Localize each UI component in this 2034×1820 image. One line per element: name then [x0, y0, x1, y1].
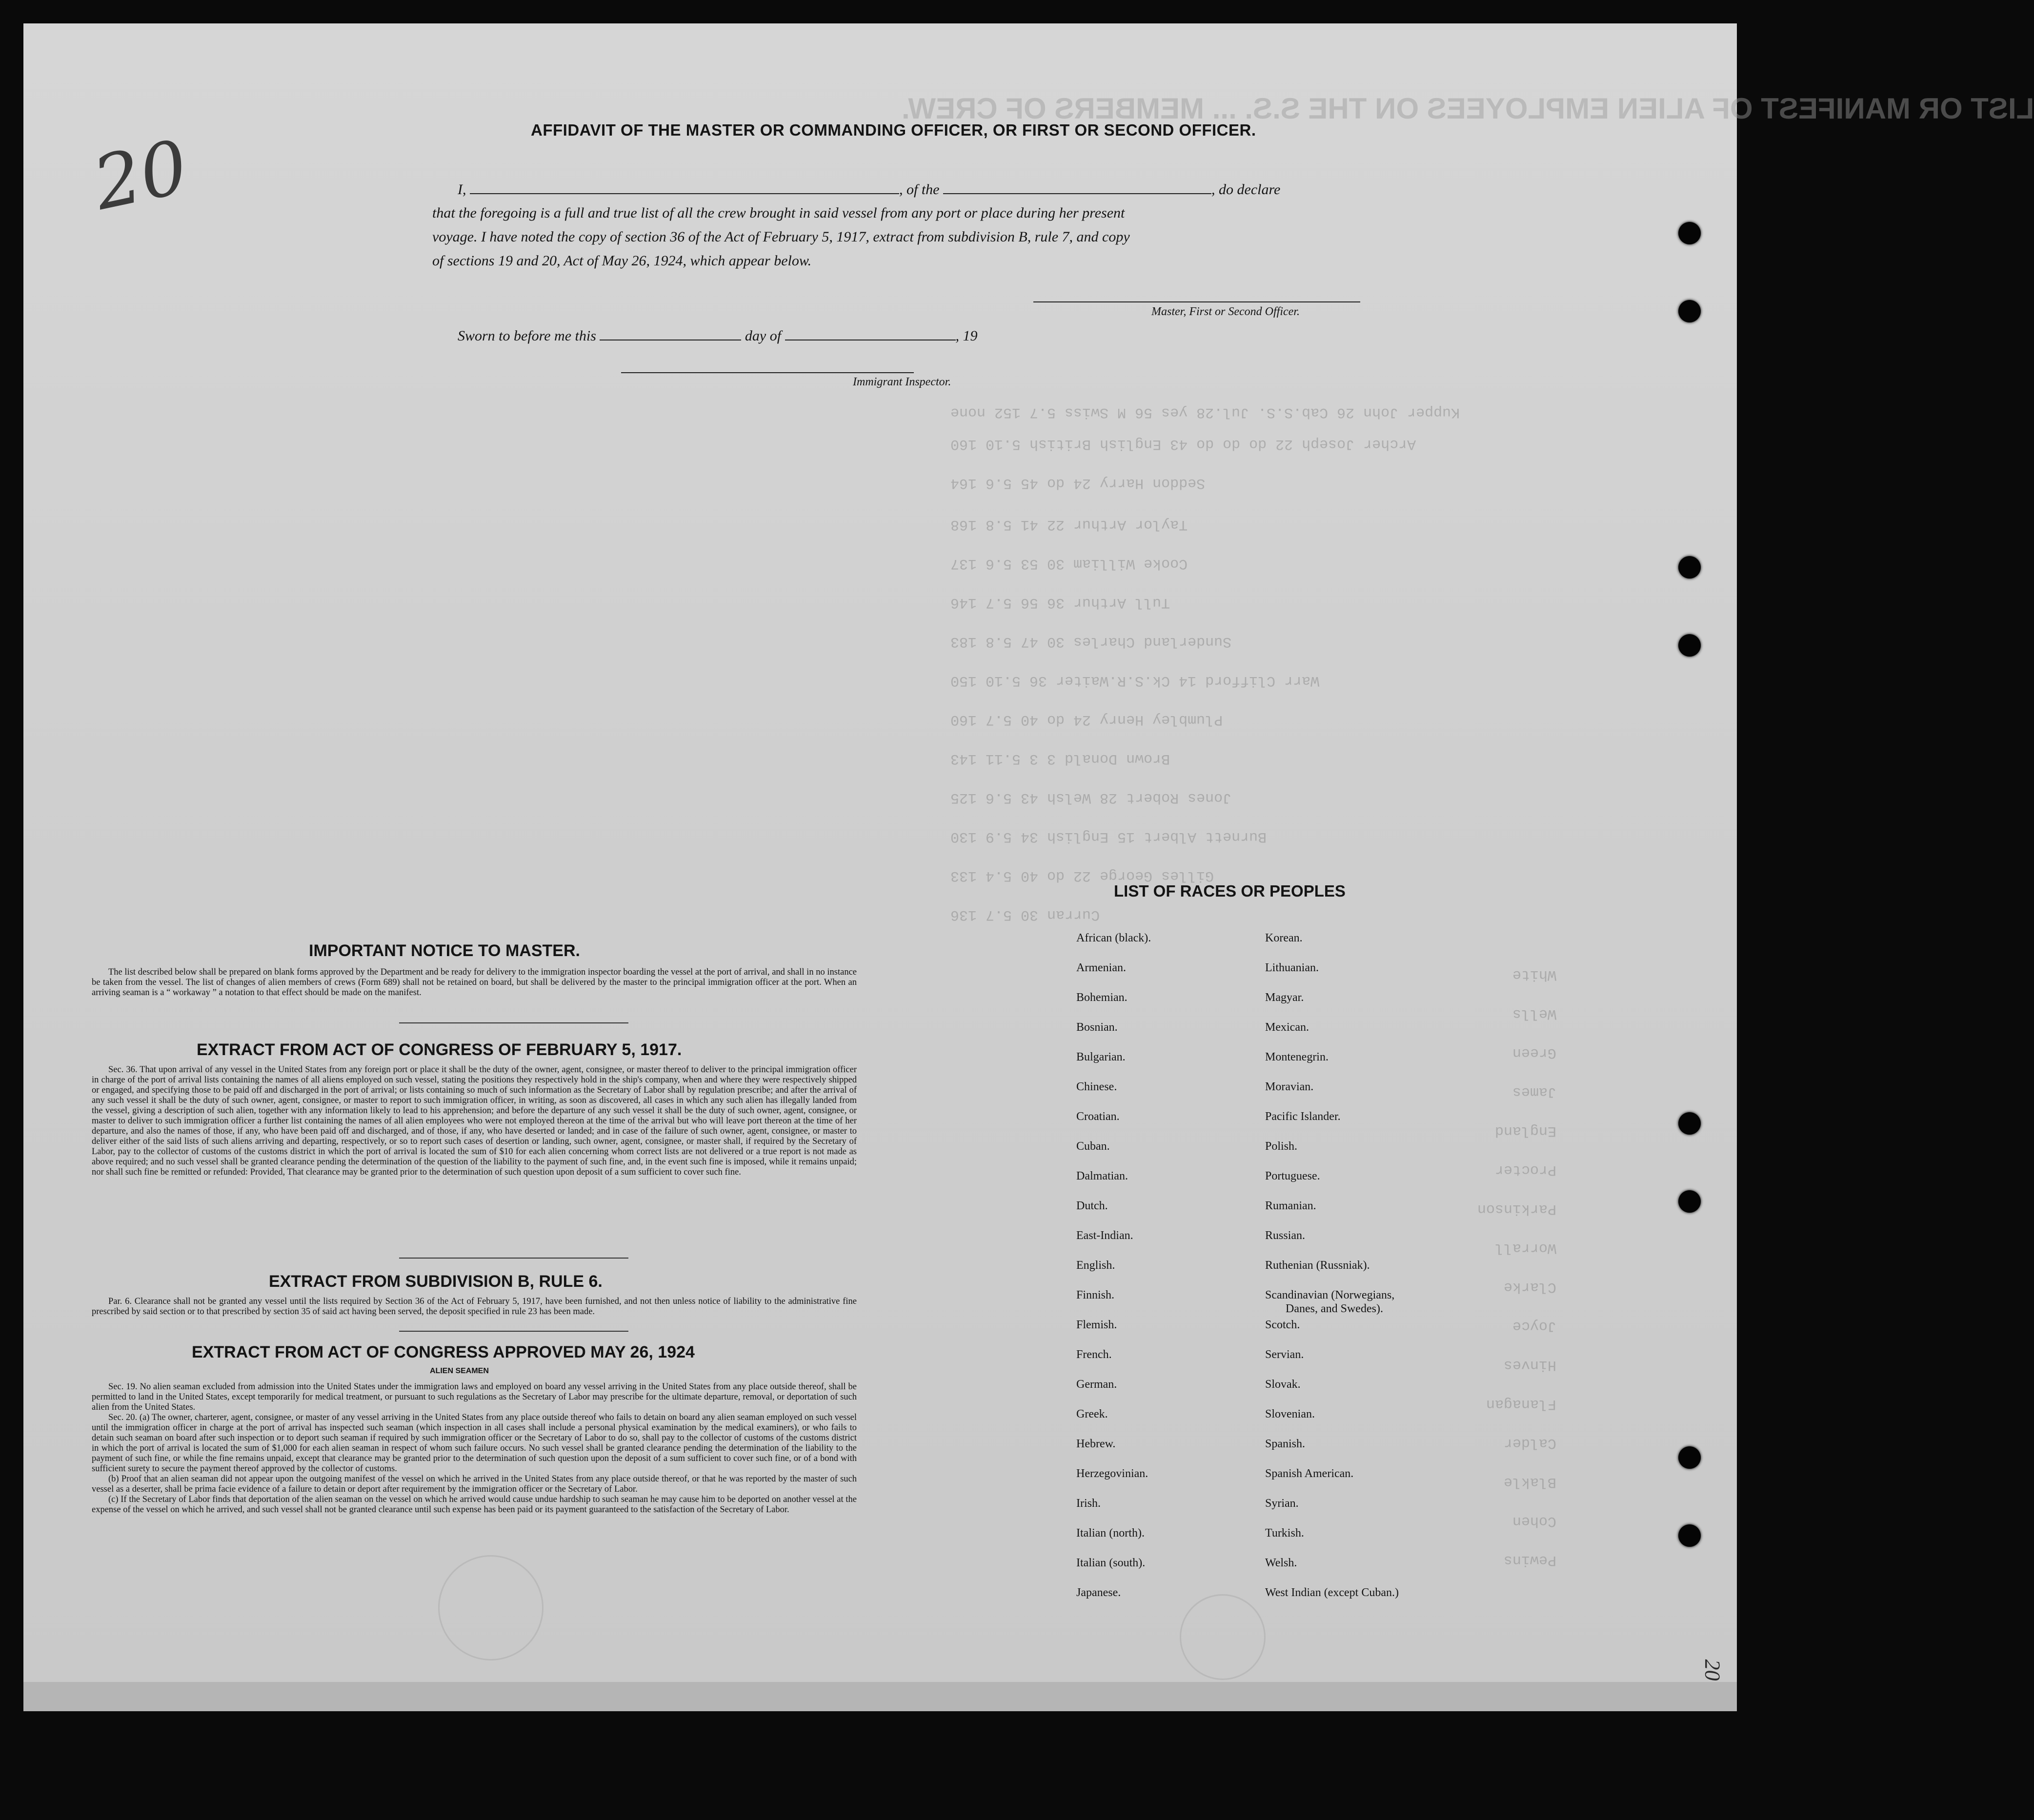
bleed-through-row: Cooke William 30 53 5.6 137: [950, 555, 1188, 572]
binder-hole: [1678, 1446, 1701, 1469]
master-signature-line[interactable]: [1033, 301, 1360, 302]
race-item: Bosnian.: [1076, 1021, 1118, 1034]
sworn-day-field[interactable]: [600, 327, 741, 340]
divider-rule: [399, 1258, 628, 1259]
inspector-signature-label: Immigrant Inspector.: [853, 376, 951, 388]
race-item: Pacific Islander.: [1265, 1110, 1341, 1123]
race-item: Japanese.: [1076, 1586, 1121, 1599]
bleed-through-row: Curran 30 5.7 136: [950, 906, 1100, 923]
race-item: Scotch.: [1265, 1319, 1300, 1331]
bleed-through-names: Pewins Cohen Blakle Calder Flanagan Hinves Joyce Clarke Worrall Parkinson Procter England James Green Wells White: [1477, 966, 1557, 1568]
race-item: Welsh.: [1265, 1557, 1297, 1569]
sworn-line: [458, 327, 978, 344]
bleed-through-header: LIST OR MANIFEST OF ALIEN EMPLOYEES ON THE S.S. ... MEMBERS OF CREW.: [902, 92, 2034, 125]
sworn-year-label: , 19: [955, 328, 978, 344]
bleed-through-row: Warr Clifford 14 Ck.S.R.Waiter 36 5.10 150: [950, 672, 1320, 689]
divider-rule: [399, 1022, 628, 1023]
race-item: East-Indian.: [1076, 1229, 1133, 1242]
race-item: Bohemian.: [1076, 991, 1128, 1004]
bleed-through-row: Taylor Arthur 22 41 5.8 168: [950, 516, 1188, 533]
races-title: LIST OF RACES OR PEOPLES: [1114, 882, 1346, 900]
inspector-signature-line[interactable]: [621, 372, 914, 373]
bleed-through-row: Jones Robert 28 Welsh 43 5.6 125: [950, 789, 1232, 806]
race-item: Ruthenian (Russniak).: [1265, 1259, 1370, 1272]
port-stamp: [438, 1555, 544, 1660]
race-item: Turkish.: [1265, 1527, 1304, 1540]
binder-hole: [1678, 300, 1701, 322]
race-item: Herzegovinian.: [1076, 1467, 1148, 1480]
race-item: Moravian.: [1265, 1080, 1314, 1093]
race-item: Russian.: [1265, 1229, 1306, 1242]
race-item: Servian.: [1265, 1348, 1304, 1361]
race-item: French.: [1076, 1348, 1112, 1361]
section-20a-paragraph: Sec. 20. (a) The owner, charterer, agent, consignee, or master of any vessel arriving in the United States from any place outside thereof who fails to detain on board any alien seaman employed on such vessel until the immigration officer in charge at the port of arrival has inspected such seaman (which inspection in all cases shall include a personal physical examination by the medical examiners), or who fails to detain such seaman on board after such inspection or to deport such seaman if required by such immigration officer or the Secretary of Labor to do so, shall pay to the collector of customs of the customs district in which the port of arrival is located the sum of $1,000 for each alien seaman in respect of whom such failure occurs. No such vessel shall be granted clearance pending the determination of the liability to the payment of such fine, or while the fine remains unpaid, except that clearance may be granted prior to the determination of such question upon the deposit of a sum sufficient to cover such fine, or of a bond with sufficient surety to secure the payment thereof approved by the collector of customs.: [92, 1413, 857, 1474]
race-item: Armenian.: [1076, 961, 1126, 974]
bleed-through-row: Gilles George 22 do 40 5.4 133: [950, 867, 1214, 884]
race-item: Dutch.: [1076, 1200, 1108, 1212]
affidavit-text-line-4: of sections 19 and 20, Act of May 26, 1924, which appear below.: [432, 253, 812, 269]
affidavit-i-label: I,: [458, 181, 466, 198]
affidavit-declare-label: , do declare: [1211, 181, 1281, 198]
sworn-month-field[interactable]: [785, 327, 956, 340]
binder-hole: [1678, 1190, 1701, 1213]
bleed-through-row: Kupper John 26 Cab.S.S. Jul.28 yes 56 M Swiss 5.7 152 none: [950, 404, 1460, 420]
bleed-through-row: Seddon Harry 24 do 45 5.6 164: [950, 475, 1206, 491]
race-item: Rumanian.: [1265, 1200, 1316, 1212]
subdivision-b-title: EXTRACT FROM SUBDIVISION B, RULE 6.: [269, 1272, 603, 1291]
race-item: African (black).: [1076, 932, 1151, 944]
race-item: Finnish.: [1076, 1289, 1115, 1301]
race-item: Slovak.: [1265, 1378, 1301, 1391]
extract-1924-title: EXTRACT FROM ACT OF CONGRESS APPROVED MAY 26, 1924: [192, 1343, 695, 1361]
extract-1924-subtitle: ALIEN SEAMEN: [430, 1367, 489, 1375]
affidavit-declaration-line: [458, 180, 1280, 198]
binder-hole: [1678, 1524, 1701, 1547]
race-item: Flemish.: [1076, 1319, 1117, 1331]
race-item: West Indian (except Cuban.): [1265, 1586, 1399, 1599]
section-19-paragraph: Sec. 19. No alien seaman excluded from admission into the United States under the immigration laws and employed on board any vessel arriving in the United States from any place outside thereof, shall be permitted to land in the United States, except temporarily for medical treatment, or pursuant to such regulations as the Secretary of Labor may prescribe for the ultimate departure, removal, or deportation of such alien from the United States.: [92, 1382, 857, 1412]
affidavit-text-line-2: that the foregoing is a full and true list of all the crew brought in said vessel from any port or place during her present: [432, 205, 1125, 221]
handwritten-page-number: 20: [86, 124, 195, 227]
bleed-through-row: Tull Arthur 36 56 5.7 146: [950, 594, 1170, 611]
extract-1917-body: [92, 1065, 857, 1178]
binder-hole: [1678, 556, 1701, 579]
race-item: Polish.: [1265, 1140, 1298, 1153]
sworn-day-of-label: day of: [745, 328, 782, 344]
affidavit-of-the-label: , of the: [899, 181, 940, 198]
race-item: Spanish American.: [1265, 1467, 1354, 1480]
race-item: Dalmatian.: [1076, 1170, 1128, 1182]
section-20c-paragraph: (c) If the Secretary of Labor finds that deportation of the alien seaman on the vessel on which he arrived would cause undue hardship to such seaman he may cause him to be deported on another vessel at the expense of the vessel on which he arrived, and such vessel shall not be granted clearance until such expense has been paid or its payment guaranteed to the satisfaction of the Secretary of Labor.: [92, 1495, 857, 1515]
race-item: Magyar.: [1265, 991, 1304, 1004]
race-item: Irish.: [1076, 1497, 1101, 1510]
race-item: Italian (south).: [1076, 1557, 1146, 1569]
race-item: Spanish.: [1265, 1438, 1306, 1450]
race-item: Bulgarian.: [1076, 1051, 1126, 1063]
affidavit-title: AFFIDAVIT OF THE MASTER OR COMMANDING OFFICER, OR FIRST OR SECOND OFFICER.: [531, 121, 1256, 139]
race-item: Greek.: [1076, 1408, 1108, 1420]
bleed-through-row: Plumbley Henry 24 do 40 5.7 160: [950, 711, 1223, 728]
race-item: Portuguese.: [1265, 1170, 1320, 1182]
race-item: Lithuanian.: [1265, 961, 1319, 974]
notice-body: [92, 967, 857, 998]
race-item: German.: [1076, 1378, 1117, 1391]
subdivision-b-body: [92, 1297, 857, 1317]
sworn-prefix: Sworn to before me this: [458, 328, 596, 344]
race-item: Hebrew.: [1076, 1438, 1116, 1450]
page-bottom-edge: [23, 1682, 1737, 1711]
extract-1924-body: [92, 1382, 857, 1515]
race-item: Slovenian.: [1265, 1408, 1315, 1420]
bleed-through-row: Sunderland Charles 30 47 5.8 183: [950, 633, 1232, 650]
race-item: Cuban.: [1076, 1140, 1110, 1153]
race-item: Montenegrin.: [1265, 1051, 1329, 1063]
race-item: Italian (north).: [1076, 1527, 1145, 1540]
race-item: English.: [1076, 1259, 1115, 1272]
port-stamp: [1180, 1594, 1266, 1680]
race-item: Korean.: [1265, 932, 1303, 944]
race-item: Syrian.: [1265, 1497, 1299, 1510]
binder-hole: [1678, 634, 1701, 657]
extract-1917-paragraph: Sec. 36. That upon arrival of any vessel in the United States from any foreign port or place it shall be the duty of the owner, agent, consignee, or master thereof to deliver to the principal immigration officer in charge of the port of arrival lists containing the names of all aliens employed on such vessel, stating the positions they respectively hold in the ship's company, when and where they were respectively shipped or engaged, and specifying those to be paid off and discharged in the port of arrival; or lists containing so much of such information as the Secretary of Labor shall by regulation prescribe; and after the arrival of any such vessel it shall be the duty of such owner, agent, consignee, or master to report to such immigration officer, in writing, as soon as discovered, all cases in which any such alien has illegally landed from the vessel, giving a description of such alien, together with any information likely to lead to his apprehension; and before the departure of any such vessel it shall be the duty of such owner, agent, consignee, or master to deliver to such immigration officer a further list containing the names of all alien employees who were not employed thereon at the time of the arrival but who will leave port thereon at the time of her departure, and also the names of those, if any, who have been paid off and discharged, and of those, if any, who have deserted or landed; and in case of the failure of such owner, agent, consignee, or master to deliver either of the said lists of such aliens arriving and departing, respectively, or so to report such cases of desertion or landing, such owner, agent, consignee, or master shall, if required by the Secretary of Labor, pay to the collector of customs of the customs district in which the port of arrival is located the sum of $10 for each alien concerning whom correct lists are not delivered or a true report is not made as above required; and no such vessel shall be granted clearance pending the determination of the question of the liability to the payment of such fine, and, in the event such fine is imposed, while it remains unpaid; nor shall such fine be remitted or refunded: Provided, That clearance may be granted prior to the determination of such question upon deposit of a sum sufficient to cover such fine.: [92, 1065, 857, 1177]
divider-rule: [399, 1331, 628, 1332]
race-item: Danes, and Swedes).: [1286, 1302, 1383, 1315]
master-signature-label: Master, First or Second Officer.: [1151, 305, 1300, 318]
corner-handwritten-note: 20: [1700, 1659, 1725, 1681]
affidavit-text-line-3: voyage. I have noted the copy of section 36 of the Act of February 5, 1917, extract from subdivision B, rule 7, and copy: [432, 229, 1130, 245]
document-page: [23, 23, 2034, 1682]
master-name-field[interactable]: [470, 180, 899, 194]
bleed-through-row: Archer Joseph 22 do do do 43 English British 5.10 160: [950, 436, 1416, 452]
race-item: Scandinavian (Norwegians,: [1265, 1289, 1395, 1301]
vessel-name-field[interactable]: [943, 180, 1211, 194]
section-20b-paragraph: (b) Proof that an alien seaman did not appear upon the outgoing manifest of the vessel on which he arrived in the United States from any place outside thereof, or that he was reported by the master of such vessel as a deserter, shall be prima facie evidence of a failure to detain or deport after requirement by the immigration officer or the Secretary of Labor.: [92, 1474, 857, 1494]
notice-paragraph: The list described below shall be prepared on blank forms approved by the Department and be ready for delivery to the immigration inspector boarding the vessel at the port of arrival, and shall in no instance be taken from the vessel. The list of changes of alien members of crews (Form 689) shall not be retained on board, but shall be delivered by the master to the principal immigration officer at the port. When an arriving seaman is a “ workaway ” a notation to that effect should be made on the manifest.: [92, 967, 857, 998]
race-item: Mexican.: [1265, 1021, 1309, 1034]
binder-hole: [1678, 1112, 1701, 1135]
binder-hole: [1678, 222, 1701, 244]
subdivision-b-paragraph: Par. 6. Clearance shall not be granted any vessel until the lists required by Section 36 of the Act of February 5, 1917, have been furnished, and not then unless notice of liability to the administrative fine prescribed by said section or to that prescribed by section 35 of said act having been served, the deposit specified in rule 23 has been made.: [92, 1297, 857, 1317]
notice-title: IMPORTANT NOTICE TO MASTER.: [309, 941, 580, 960]
bleed-through-row: Burnett Albert 15 English 34 5.9 130: [950, 828, 1267, 845]
extract-1917-title: EXTRACT FROM ACT OF CONGRESS OF FEBRUARY 5, 1917.: [197, 1040, 682, 1059]
bleed-through-row: Brown Donald 3 3 5.11 143: [950, 750, 1170, 767]
race-item: Croatian.: [1076, 1110, 1120, 1123]
race-item: Chinese.: [1076, 1080, 1117, 1093]
